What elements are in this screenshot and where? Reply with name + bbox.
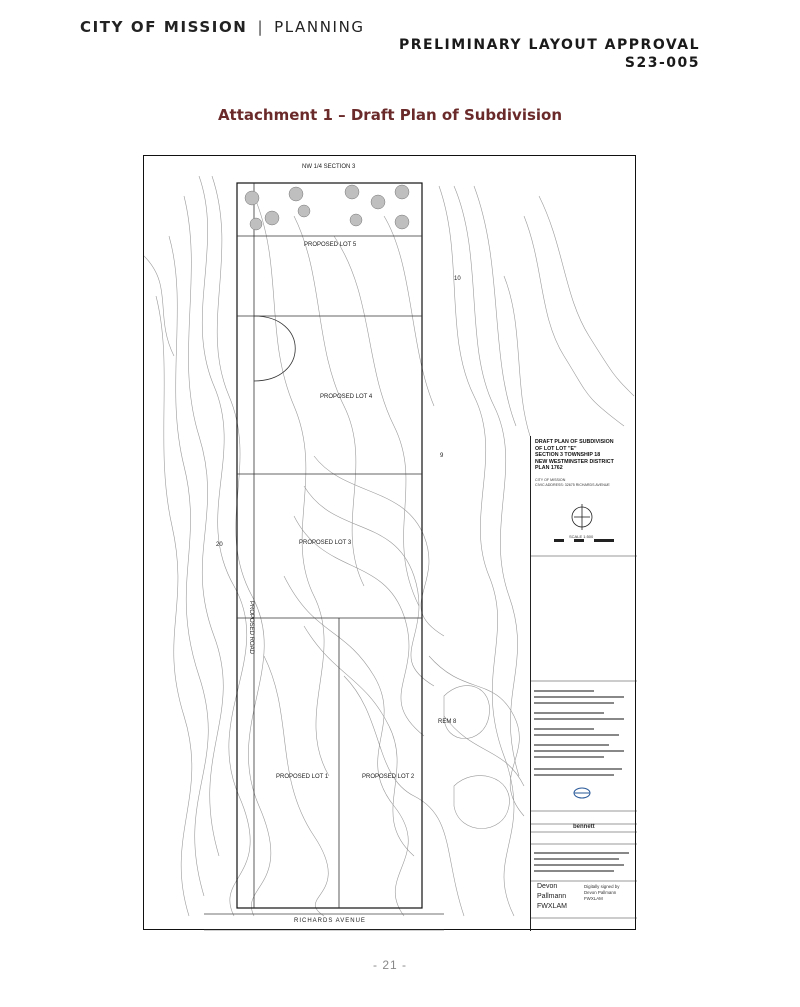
file-number: S23-005 xyxy=(624,55,700,71)
report-title: PRELIMINARY LAYOUT APPROVAL xyxy=(398,37,700,53)
city-name: CITY OF MISSION xyxy=(80,18,248,36)
adjacent-lot-10: 10 xyxy=(454,276,461,282)
department-name: PLANNING xyxy=(274,18,365,36)
title-block-heading: DRAFT PLAN OF SUBDIVISION OF LOT LOT "E" SECTION 3 TOWNSHIP 18 NEW WESTMINSTER DISTRICT PLAN 1762 xyxy=(535,439,614,472)
lot4-label: PROPOSED LOT 4 xyxy=(320,394,373,400)
adjacent-lot-rem8: REM 8 xyxy=(438,719,457,725)
report-title-block xyxy=(399,36,700,72)
adjacent-lot-20: 20 xyxy=(216,542,223,548)
attachment-title: Attachment 1 – Draft Plan of Subdivision xyxy=(217,106,563,124)
adjacent-lot-9: 9 xyxy=(440,453,444,459)
report-header xyxy=(80,18,365,36)
section-label: NW 1/4 SECTION 3 xyxy=(302,164,356,170)
title-block-address: CITY OF MISSION CIVIC ADDRESS: 32675 RICHARDS AVENUE xyxy=(535,478,610,487)
lot3-label: PROPOSED LOT 3 xyxy=(299,540,352,546)
firm-logo: bennett xyxy=(573,824,595,830)
digital-signature: Digitally signed by Devon Pallmann FWXLAM xyxy=(584,884,620,901)
proposed-road-label: PROPOSED ROAD xyxy=(248,601,254,655)
signer-name: Devon Pallmann FWXLAM xyxy=(537,883,567,910)
title-block xyxy=(530,436,634,931)
header-separator: | xyxy=(257,18,265,36)
lot1-label: PROPOSED LOT 1 xyxy=(276,774,329,780)
page-number: - 21 - xyxy=(372,958,407,972)
lot5-label: PROPOSED LOT 5 xyxy=(304,242,357,248)
road-name: RICHARDS AVENUE xyxy=(294,918,366,924)
scale-label: SCALE 1:500 xyxy=(569,534,594,539)
lot2-label: PROPOSED LOT 2 xyxy=(362,774,415,780)
draft-plan-sheet xyxy=(143,155,636,930)
